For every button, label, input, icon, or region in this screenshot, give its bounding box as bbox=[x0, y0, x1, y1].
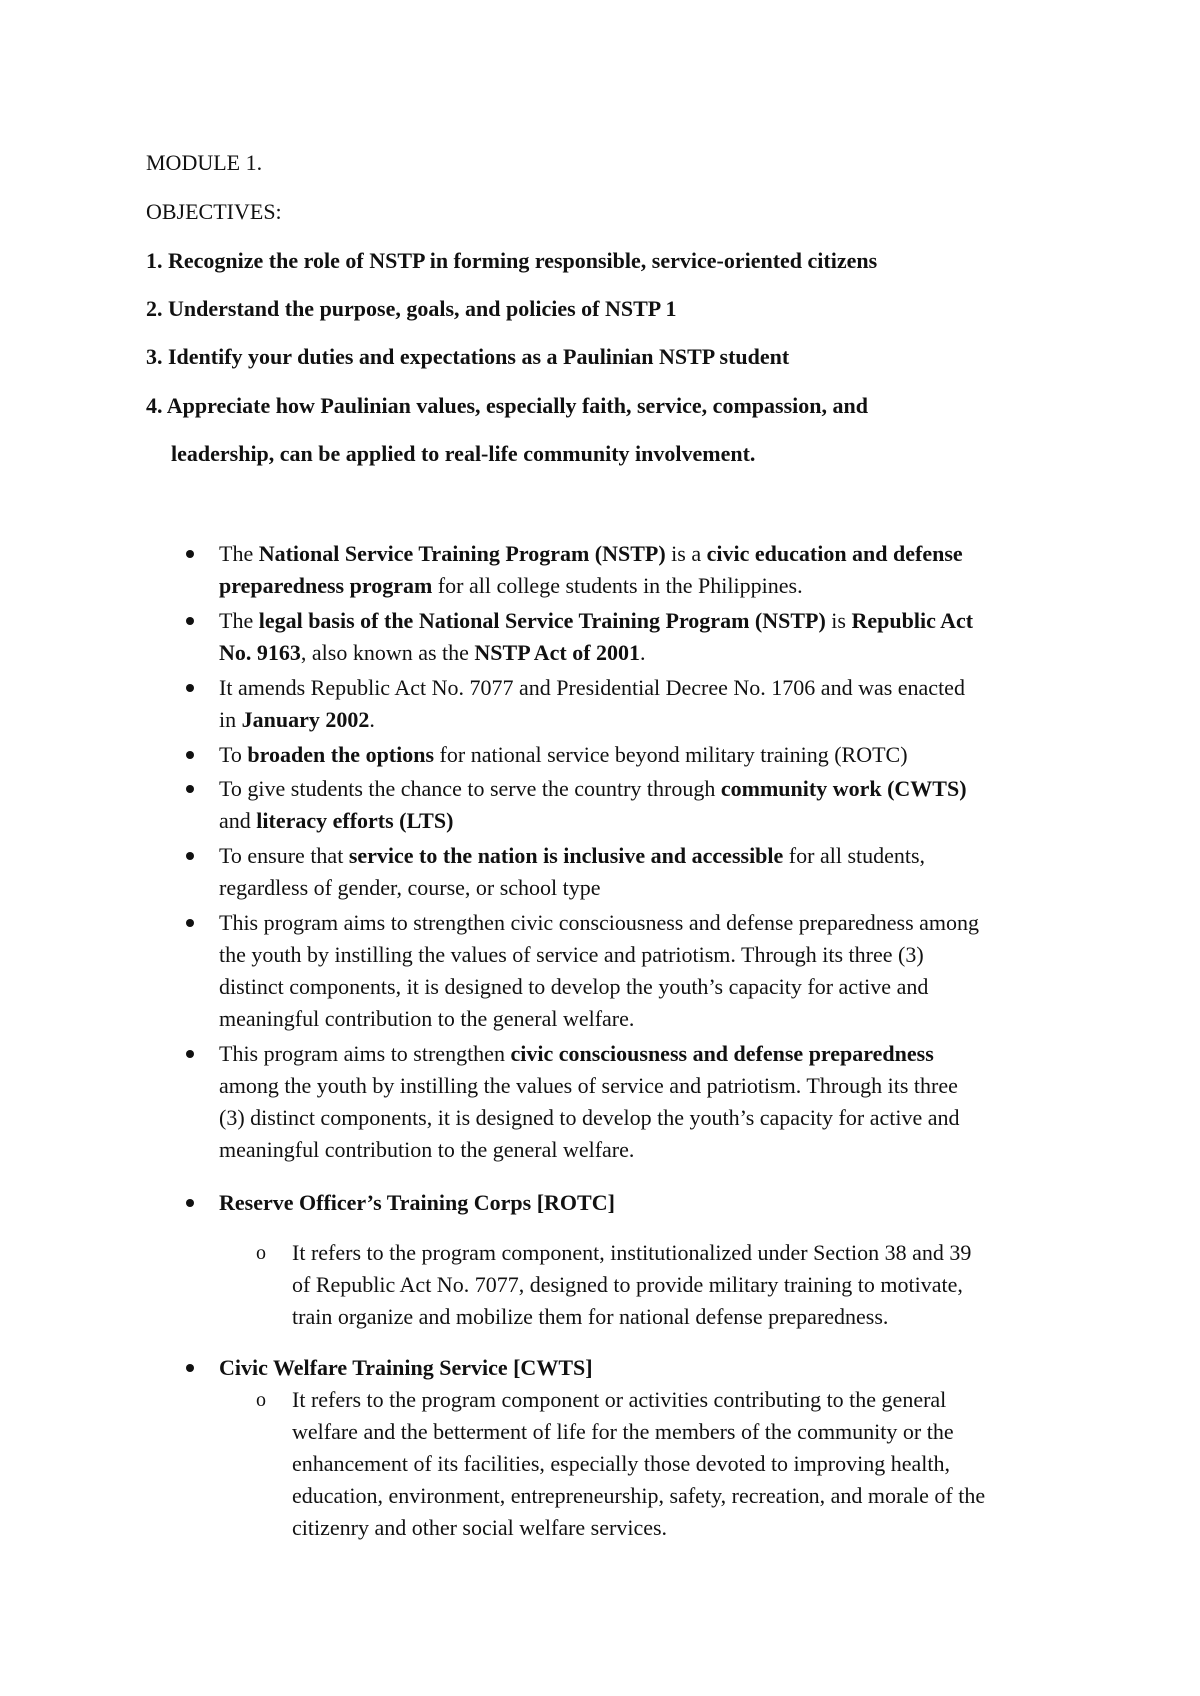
bullet-dot bbox=[186, 785, 194, 793]
bullet-1-line-2: preparedness program for all college students in the Philippines. bbox=[219, 573, 803, 598]
bullet-dot bbox=[186, 550, 194, 558]
bullet-6-line-2: regardless of gender, course, or school type bbox=[219, 875, 601, 900]
sub-bullet-marker: o bbox=[256, 1242, 266, 1264]
bullet-5-line-1: To give students the chance to serve the country through community work (CWTS) bbox=[219, 776, 967, 801]
rotc-desc-line-1: It refers to the program component, institutionalized under Section 38 and 39 bbox=[292, 1240, 972, 1265]
objective-3: 3. Identify your duties and expectations as a Paulinian NSTP student bbox=[146, 344, 790, 369]
rotc-desc-line-3: train organize and mobilize them for national defense preparedness. bbox=[292, 1304, 889, 1329]
bullet-1-line-1: The National Service Training Program (NSTP) is a civic education and defense bbox=[219, 541, 963, 566]
objective-2: 2. Understand the purpose, goals, and policies of NSTP 1 bbox=[146, 296, 677, 321]
bullet-8-line-2: among the youth by instilling the values of service and patriotism. Through its three bbox=[219, 1073, 958, 1098]
cwts-desc-line-3: enhancement of its facilities, especially those devoted to improving health, bbox=[292, 1451, 950, 1476]
bullet-8-line-3: (3) distinct components, it is designed to develop the youth’s capacity for active and bbox=[219, 1105, 960, 1130]
bullet-3-line-2: in January 2002. bbox=[219, 707, 375, 732]
module-title: MODULE 1. bbox=[146, 150, 263, 175]
bullet-6-line-1: To ensure that service to the nation is inclusive and accessible for all students, bbox=[219, 843, 926, 868]
bullet-8-line-4: meaningful contribution to the general welfare. bbox=[219, 1137, 635, 1162]
bullet-7-line-4: meaningful contribution to the general welfare. bbox=[219, 1006, 635, 1031]
bullet-dot bbox=[186, 1050, 194, 1058]
bullet-7-line-1: This program aims to strengthen civic consciousness and defense preparedness among bbox=[219, 910, 980, 935]
bullet-2-line-1: The legal basis of the National Service Training Program (NSTP) is Republic Act bbox=[219, 608, 974, 633]
objectives-heading: OBJECTIVES: bbox=[146, 199, 282, 224]
objective-1: 1. Recognize the role of NSTP in forming responsible, service-oriented citizens bbox=[146, 248, 878, 273]
cwts-title: Civic Welfare Training Service [CWTS] bbox=[219, 1355, 593, 1380]
bullet-3-line-1: It amends Republic Act No. 7077 and Presidential Decree No. 1706 and was enacted bbox=[219, 675, 965, 700]
bullet-8-line-1: This program aims to strengthen civic consciousness and defense preparedness bbox=[219, 1041, 934, 1066]
cwts-desc-line-5: citizenry and other social welfare services. bbox=[292, 1515, 668, 1540]
bullet-dot bbox=[186, 919, 194, 927]
cwts-desc-line-4: education, environment, entrepreneurship, safety, recreation, and morale of the bbox=[292, 1483, 986, 1508]
bullet-dot bbox=[186, 751, 194, 759]
bullet-7-line-3: distinct components, it is designed to develop the youth’s capacity for active and bbox=[219, 974, 929, 999]
bullet-dot bbox=[186, 1364, 194, 1372]
cwts-desc-line-2: welfare and the betterment of life for the members of the community or the bbox=[292, 1419, 954, 1444]
bullet-4-line-1: To broaden the options for national service beyond military training (ROTC) bbox=[219, 742, 908, 767]
bullet-dot bbox=[186, 852, 194, 860]
rotc-desc-line-2: of Republic Act No. 7077, designed to provide military training to motivate, bbox=[292, 1272, 963, 1297]
rotc-title: Reserve Officer’s Training Corps [ROTC] bbox=[219, 1190, 615, 1215]
sub-bullet-marker: o bbox=[256, 1389, 266, 1411]
bullet-7-line-2: the youth by instilling the values of service and patriotism. Through its three (3) bbox=[219, 942, 924, 967]
objective-4-continued: leadership, can be applied to real-life community involvement. bbox=[171, 441, 756, 466]
bullet-dot bbox=[186, 684, 194, 692]
objective-4: 4. Appreciate how Paulinian values, especially faith, service, compassion, and bbox=[146, 393, 868, 418]
bullet-dot bbox=[186, 617, 194, 625]
bullet-dot bbox=[186, 1199, 194, 1207]
bullet-5-line-2: and literacy efforts (LTS) bbox=[219, 808, 454, 833]
bullet-2-line-2: No. 9163, also known as the NSTP Act of 2001. bbox=[219, 640, 646, 665]
cwts-desc-line-1: It refers to the program component or activities contributing to the general bbox=[292, 1387, 947, 1412]
